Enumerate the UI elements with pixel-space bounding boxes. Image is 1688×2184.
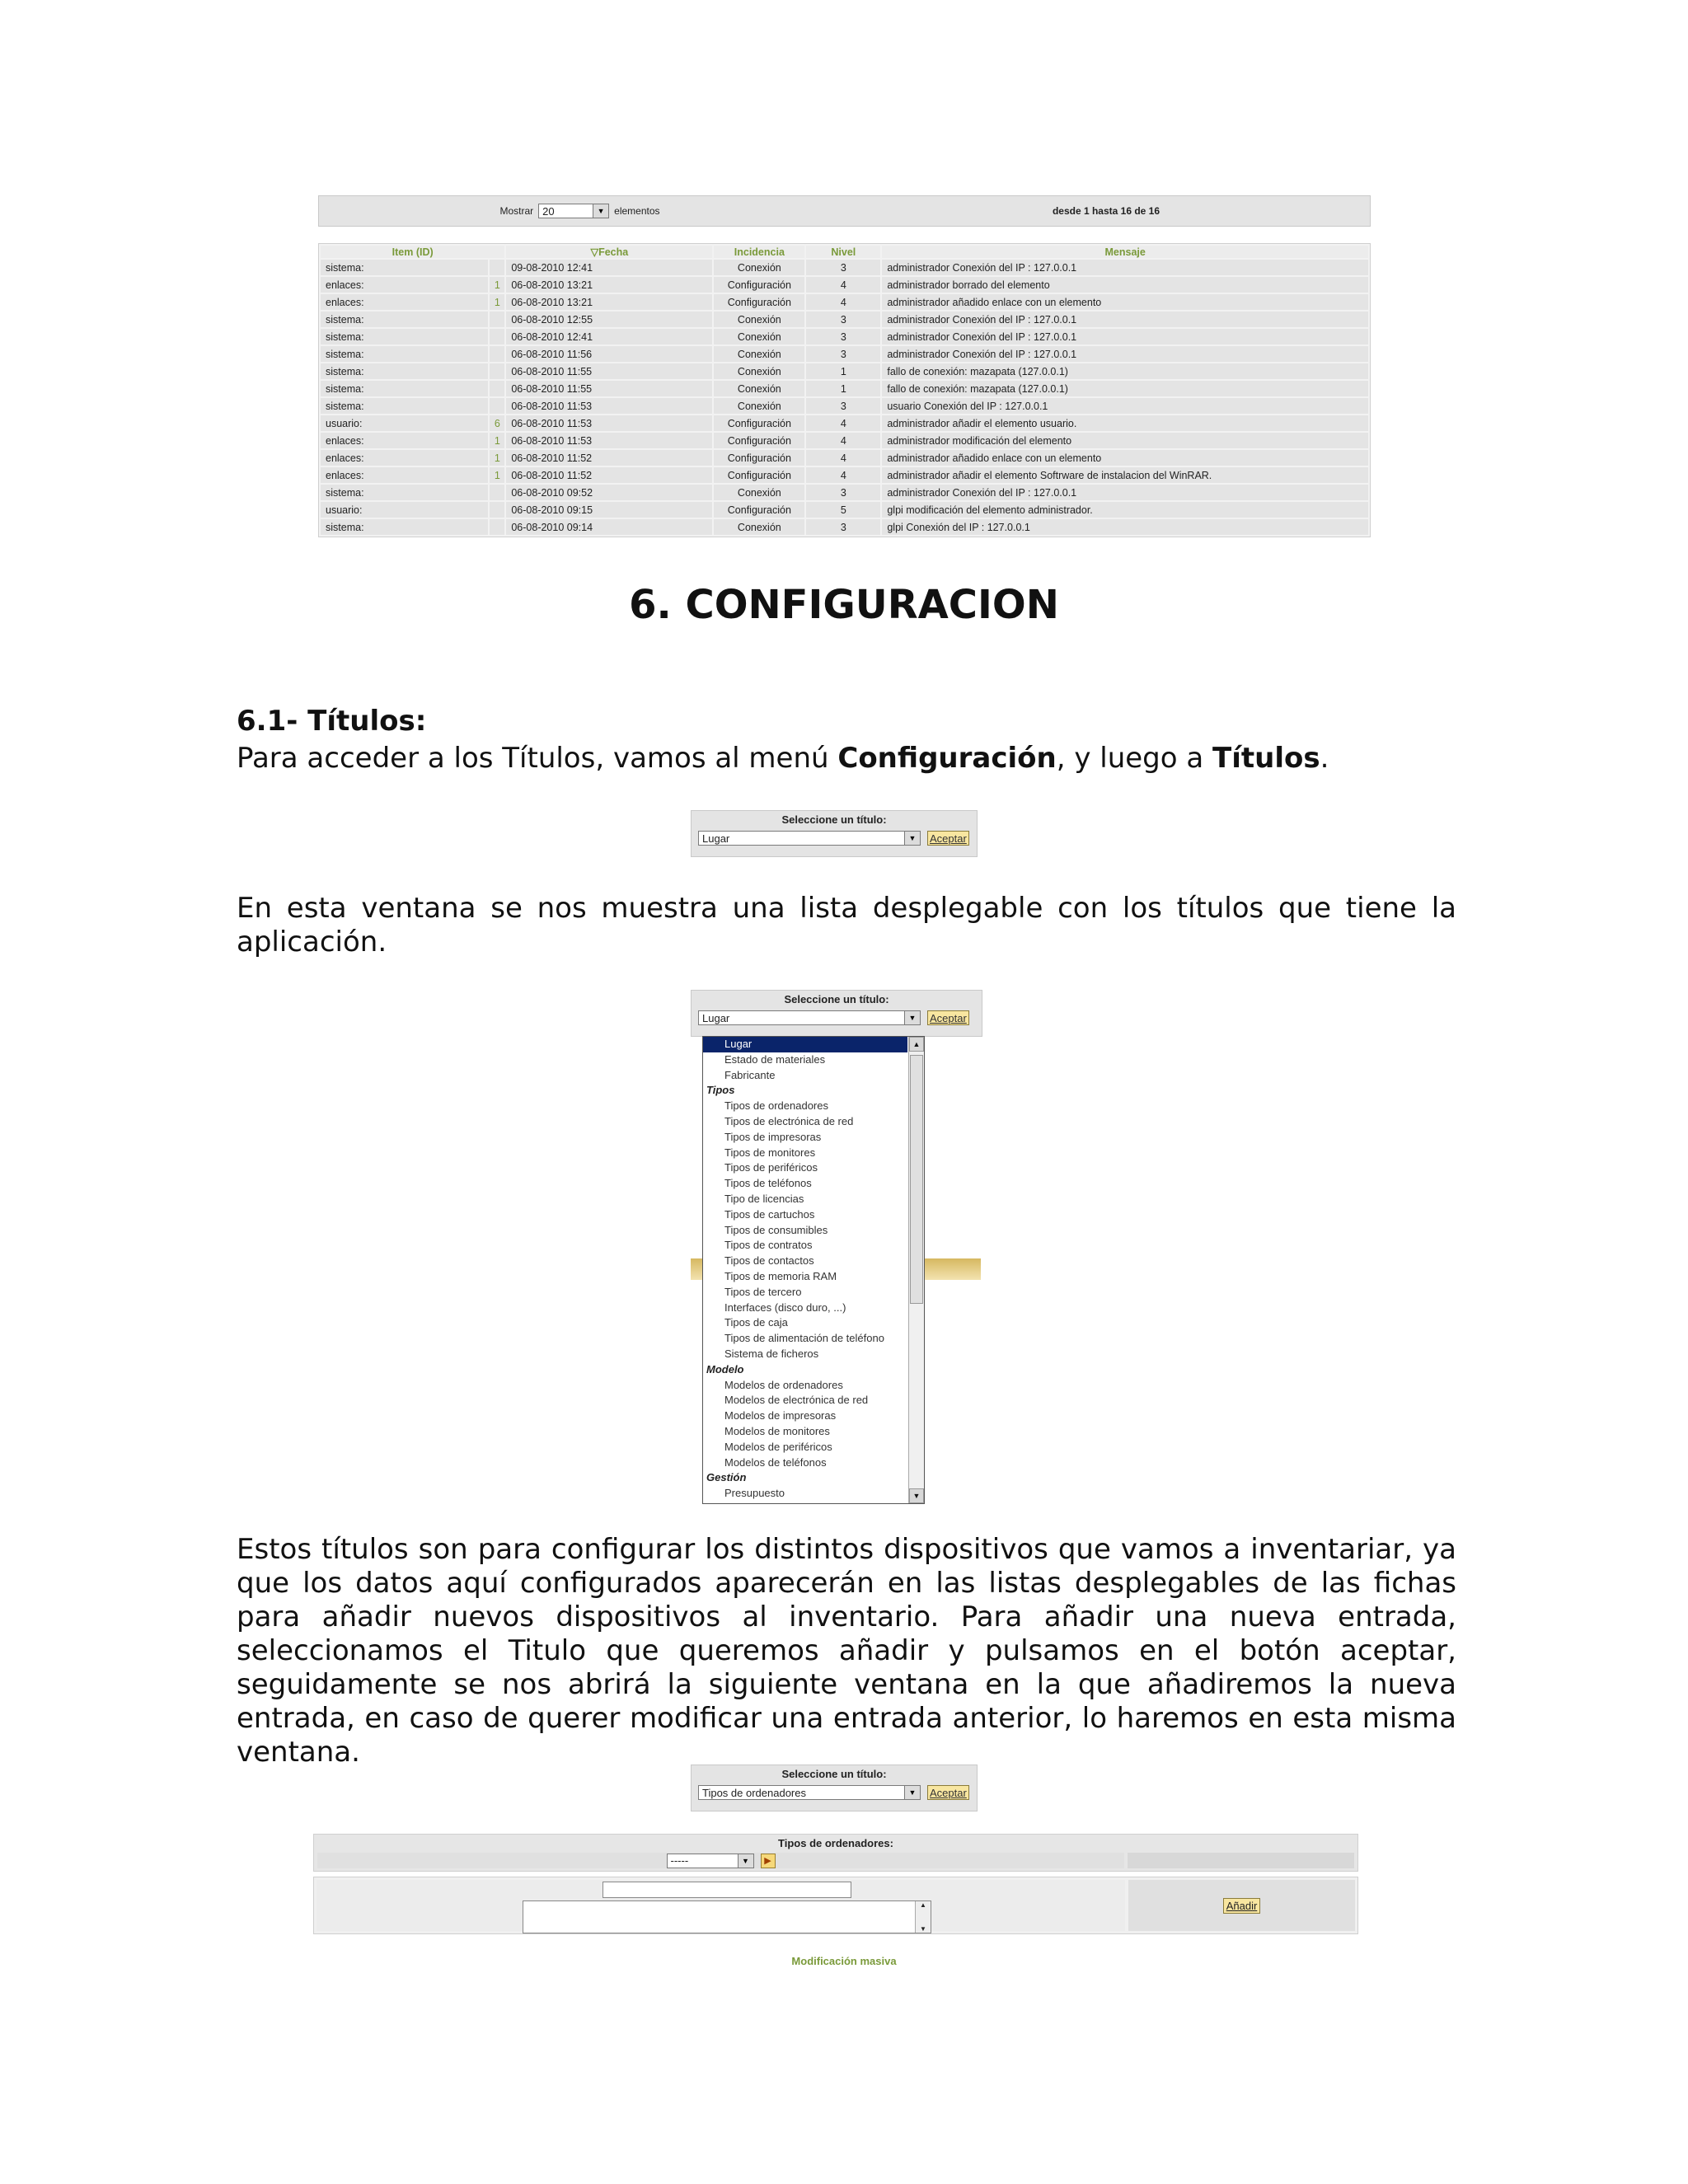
scroll-up-icon[interactable]: ▲ bbox=[909, 1037, 924, 1052]
cell-nivel: 3 bbox=[806, 346, 880, 362]
dropdown-option[interactable]: Sistema de ficheros bbox=[724, 1347, 819, 1360]
cell-item: sistema: bbox=[321, 260, 488, 275]
range-text: desde 1 hasta 16 de 16 bbox=[1052, 205, 1160, 217]
cell-nivel: 3 bbox=[806, 519, 880, 535]
cell-nivel: 1 bbox=[806, 381, 880, 396]
dropdown-option[interactable]: Tipos de impresoras bbox=[724, 1130, 822, 1143]
cell-id: 6 bbox=[490, 415, 504, 431]
cell-nivel: 1 bbox=[806, 363, 880, 379]
dropdown-group-label: Gestión bbox=[706, 1471, 747, 1484]
cell-nivel: 5 bbox=[806, 502, 880, 518]
dropdown-option[interactable]: Tipos de cartuchos bbox=[724, 1207, 815, 1221]
event-log-table bbox=[318, 243, 1371, 537]
cell-mensaje: glpi Conexión del IP : 127.0.0.1 bbox=[882, 519, 1368, 535]
cell-incidencia: Configuración bbox=[714, 502, 804, 518]
cell-incidencia: Conexión bbox=[714, 329, 804, 344]
cell-nivel: 3 bbox=[806, 329, 880, 344]
chevron-down-icon: ▼ bbox=[904, 1786, 920, 1799]
accept-button[interactable]: Aceptar bbox=[927, 1010, 969, 1025]
cell-nivel: 3 bbox=[806, 312, 880, 327]
subsection-heading: 6.1- Títulos: bbox=[237, 705, 427, 738]
cell-fecha: 06-08-2010 09:14 bbox=[506, 519, 712, 535]
dropdown-group-label: Tipos bbox=[706, 1084, 735, 1097]
cell-mensaje: administrador Conexión del IP : 127.0.0.1 bbox=[882, 329, 1368, 344]
cell-incidencia: Conexión bbox=[714, 519, 804, 535]
cell-incidencia: Conexión bbox=[714, 381, 804, 396]
cell-mensaje: administrador añadido enlace con un elemento bbox=[882, 294, 1368, 310]
cell-mensaje: usuario Conexión del IP : 127.0.0.1 bbox=[882, 398, 1368, 414]
table-row bbox=[321, 346, 1368, 362]
cell-fecha: 06-08-2010 11:53 bbox=[506, 415, 712, 431]
cell-nivel: 4 bbox=[806, 277, 880, 293]
cell-id bbox=[490, 519, 504, 535]
title-dropdown-list[interactable] bbox=[702, 1036, 925, 1504]
accept-button[interactable]: Aceptar bbox=[927, 831, 969, 846]
items-per-page-select[interactable] bbox=[538, 204, 609, 218]
cell-id: 1 bbox=[490, 294, 504, 310]
entry-select[interactable]: ----- ▼ bbox=[667, 1854, 754, 1868]
cell-item: sistema: bbox=[321, 381, 488, 396]
scroll-down-icon: ▼ bbox=[920, 1925, 926, 1933]
cell-mensaje: fallo de conexión: mazapata (127.0.0.1) bbox=[882, 381, 1368, 396]
selector-label: Seleccione un título: bbox=[781, 813, 887, 826]
dropdown-option[interactable]: Tipos de teléfonos bbox=[724, 1177, 812, 1190]
title-select[interactable]: Tipos de ordenadores ▼ bbox=[698, 1785, 921, 1800]
cell-item: sistema: bbox=[321, 346, 488, 362]
cell-incidencia: Conexión bbox=[714, 363, 804, 379]
title-selector-1 bbox=[691, 810, 978, 857]
dropdown-option[interactable]: Tipos de consumibles bbox=[724, 1223, 828, 1236]
cell-id bbox=[490, 312, 504, 327]
cell-fecha: 06-08-2010 11:56 bbox=[506, 346, 712, 362]
cell-id bbox=[490, 398, 504, 414]
dropdown-items bbox=[703, 1037, 907, 1502]
cell-item: usuario: bbox=[321, 502, 488, 518]
cell-incidencia: Configuración bbox=[714, 450, 804, 466]
table-row bbox=[321, 433, 1368, 448]
dropdown-option[interactable]: Tipos de alimentación de teléfono bbox=[724, 1332, 884, 1345]
cell-item: usuario: bbox=[321, 415, 488, 431]
dropdown-option[interactable]: Estado de materiales bbox=[724, 1052, 826, 1066]
paragraph-intro: Para acceder a los Títulos, vamos al menú Configuración, y luego a Títulos. bbox=[237, 742, 1329, 775]
cell-fecha: 06-08-2010 12:55 bbox=[506, 312, 712, 327]
chevron-down-icon: ▼ bbox=[904, 832, 920, 845]
log-pagination-bar bbox=[318, 195, 1371, 227]
dropdown-option[interactable]: Tipos de periféricos bbox=[724, 1161, 818, 1174]
cell-mensaje: glpi modificación del elemento administrador. bbox=[882, 502, 1368, 518]
title-selector-3 bbox=[691, 1765, 978, 1811]
cell-item: enlaces: bbox=[321, 433, 488, 448]
cell-item: sistema: bbox=[321, 329, 488, 344]
cell-item: sistema: bbox=[321, 398, 488, 414]
paragraph-titles-usage: Estos títulos son para configurar los distintos dispositivos que vamos a inventariar, ya que los datos aquí configurados aparecerán en las listas desplegables de las fichas para añadir nuevos dispositivos al inventario. Para añadir una nueva entrada, seleccionamos el Titulo que queremos añadir y pulsamos en el botón aceptar, seguidamente se nos abrirá la siguiente ventana en la que añadiremos la nueva entrada, en caso de querer modificar una entrada anterior, lo haremos en esta misma ventana. bbox=[237, 1533, 1456, 1769]
dropdown-option[interactable]: Lugar bbox=[703, 1037, 907, 1052]
scroll-down-icon[interactable]: ▼ bbox=[909, 1488, 924, 1503]
cell-fecha: 06-08-2010 13:21 bbox=[506, 294, 712, 310]
scroll-up-icon: ▲ bbox=[920, 1901, 926, 1909]
cell-mensaje: administrador añadido enlace con un elemento bbox=[882, 450, 1368, 466]
cell-nivel: 3 bbox=[806, 485, 880, 500]
cell-fecha: 06-08-2010 12:41 bbox=[506, 329, 712, 344]
title-selector-2 bbox=[691, 990, 982, 1037]
cell-fecha: 06-08-2010 11:53 bbox=[506, 398, 712, 414]
cell-nivel: 4 bbox=[806, 467, 880, 483]
cell-fecha: 06-08-2010 11:52 bbox=[506, 450, 712, 466]
dropdown-option[interactable]: Fabricante bbox=[724, 1068, 776, 1081]
dropdown-option[interactable]: Modelos de impresoras bbox=[724, 1409, 837, 1422]
col-item-id[interactable]: Item (ID) bbox=[321, 246, 504, 258]
selector-label: Seleccione un título: bbox=[781, 1768, 887, 1780]
cell-item: sistema: bbox=[321, 485, 488, 500]
cell-mensaje: administrador Conexión del IP : 127.0.0.1 bbox=[882, 312, 1368, 327]
dropdown-option[interactable]: Modelos de electrónica de red bbox=[724, 1394, 869, 1407]
elementos-label: elementos bbox=[614, 205, 660, 217]
cell-fecha: 06-08-2010 11:55 bbox=[506, 363, 712, 379]
cell-id: 1 bbox=[490, 450, 504, 466]
table-row bbox=[321, 294, 1368, 310]
scrollbar[interactable] bbox=[915, 1901, 931, 1933]
cell-mensaje: administrador modificación del elemento bbox=[882, 433, 1368, 448]
table-row bbox=[321, 277, 1368, 293]
menu-titulos: Títulos bbox=[1212, 742, 1320, 775]
title-select[interactable]: Lugar ▼ bbox=[698, 831, 921, 846]
cell-item: enlaces: bbox=[321, 467, 488, 483]
dropdown-option[interactable]: Tipo de licencias bbox=[724, 1192, 804, 1205]
menu-configuracion: Configuración bbox=[837, 742, 1057, 775]
table-row bbox=[321, 415, 1368, 431]
dropdown-option[interactable]: Interfaces (disco duro, ...) bbox=[724, 1301, 846, 1314]
cell-incidencia: Conexión bbox=[714, 346, 804, 362]
cell-id: 1 bbox=[490, 277, 504, 293]
cell-id bbox=[490, 502, 504, 518]
dropdown-option[interactable]: Tipos de contactos bbox=[724, 1254, 814, 1268]
cell-incidencia: Configuración bbox=[714, 433, 804, 448]
cell-item: sistema: bbox=[321, 312, 488, 327]
dropdown-option[interactable]: Presupuesto bbox=[724, 1487, 785, 1500]
form-header bbox=[313, 1834, 1358, 1872]
cell-mensaje: administrador Conexión del IP : 127.0.0.1 bbox=[882, 260, 1368, 275]
dropdown-option[interactable]: Tipos de memoria RAM bbox=[724, 1269, 837, 1282]
cell-mensaje: administrador Conexión del IP : 127.0.0.1 bbox=[882, 485, 1368, 500]
cell-nivel: 4 bbox=[806, 433, 880, 448]
cell-mensaje: administrador añadir el elemento usuario. bbox=[882, 415, 1368, 431]
table-row bbox=[321, 329, 1368, 344]
dropdown-option[interactable]: Tipos de electrónica de red bbox=[724, 1114, 854, 1127]
cell-mensaje: administrador añadir el elemento Softrware de instalacion del WinRAR. bbox=[882, 467, 1368, 483]
table-row bbox=[321, 485, 1368, 500]
cell-mensaje: administrador Conexión del IP : 127.0.0.1 bbox=[882, 346, 1368, 362]
cell-id bbox=[490, 329, 504, 344]
comment-textarea[interactable] bbox=[523, 1900, 931, 1933]
scroll-thumb[interactable] bbox=[910, 1055, 923, 1304]
dropdown-option[interactable]: Modelos de periféricos bbox=[724, 1440, 832, 1453]
scrollbar[interactable] bbox=[908, 1037, 924, 1503]
cell-nivel: 4 bbox=[806, 415, 880, 431]
mostrar-label: Mostrar bbox=[499, 205, 534, 217]
table-header-row bbox=[321, 246, 1368, 258]
cell-id: 1 bbox=[490, 433, 504, 448]
cell-incidencia: Configuración bbox=[714, 415, 804, 431]
table-row bbox=[321, 450, 1368, 466]
cell-incidencia: Conexión bbox=[714, 312, 804, 327]
add-button[interactable]: Añadir bbox=[1223, 1898, 1261, 1914]
cell-item: enlaces: bbox=[321, 450, 488, 466]
col-mensaje[interactable]: Mensaje bbox=[882, 246, 1368, 258]
table-row bbox=[321, 467, 1368, 483]
col-incidencia[interactable]: Incidencia bbox=[714, 246, 804, 258]
table-row bbox=[321, 519, 1368, 535]
cell-incidencia: Configuración bbox=[714, 294, 804, 310]
form-title: Tipos de ordenadores: bbox=[778, 1837, 893, 1849]
cell-fecha: 09-08-2010 12:41 bbox=[506, 260, 712, 275]
cell-fecha: 06-08-2010 11:52 bbox=[506, 467, 712, 483]
cell-id bbox=[490, 363, 504, 379]
cell-nivel: 3 bbox=[806, 398, 880, 414]
tipos-ordenadores-form bbox=[313, 1834, 1358, 1934]
cell-nivel: 3 bbox=[806, 260, 880, 275]
chevron-down-icon: ▼ bbox=[738, 1854, 753, 1868]
selector-label: Seleccione un título: bbox=[784, 993, 889, 1005]
cell-id bbox=[490, 260, 504, 275]
form-body bbox=[313, 1877, 1358, 1934]
table-row bbox=[321, 381, 1368, 396]
dropdown-option[interactable]: Tipos de ordenadores bbox=[724, 1099, 828, 1113]
cell-fecha: 06-08-2010 09:15 bbox=[506, 502, 712, 518]
name-input[interactable] bbox=[603, 1882, 851, 1898]
dropdown-option[interactable]: Tipos de caja bbox=[724, 1316, 788, 1329]
dropdown-option[interactable]: Modelos de teléfonos bbox=[724, 1455, 827, 1469]
cell-incidencia: Configuración bbox=[714, 277, 804, 293]
col-fecha[interactable]: ▽Fecha bbox=[506, 246, 712, 258]
chevron-down-icon: ▼ bbox=[904, 1011, 920, 1024]
cell-incidencia: Conexión bbox=[714, 398, 804, 414]
table-row bbox=[321, 312, 1368, 327]
cell-incidencia: Configuración bbox=[714, 467, 804, 483]
cell-item: sistema: bbox=[321, 363, 488, 379]
cell-nivel: 4 bbox=[806, 450, 880, 466]
dropdown-option[interactable]: Tipos de monitores bbox=[724, 1146, 816, 1159]
items-per-page-value: 20 bbox=[542, 204, 555, 218]
title-select-open[interactable]: Lugar ▼ bbox=[698, 1010, 921, 1025]
table-row bbox=[321, 260, 1368, 275]
section-heading: 6. CONFIGURACION bbox=[629, 582, 1059, 628]
cell-id: 1 bbox=[490, 467, 504, 483]
accept-button[interactable]: Aceptar bbox=[927, 1785, 969, 1800]
cell-mensaje: fallo de conexión: mazapata (127.0.0.1) bbox=[882, 363, 1368, 379]
cell-incidencia: Conexión bbox=[714, 260, 804, 275]
items-per-page-control bbox=[319, 196, 841, 226]
cell-item: enlaces: bbox=[321, 294, 488, 310]
cell-nivel: 4 bbox=[806, 294, 880, 310]
cell-fecha: 06-08-2010 11:53 bbox=[506, 433, 712, 448]
dropdown-option[interactable]: Tipos de contratos bbox=[724, 1239, 813, 1252]
table-row bbox=[321, 398, 1368, 414]
cell-id bbox=[490, 485, 504, 500]
cell-item: sistema: bbox=[321, 519, 488, 535]
go-arrow-icon[interactable]: ▶ bbox=[761, 1854, 776, 1868]
col-nivel[interactable]: Nivel bbox=[806, 246, 880, 258]
cell-fecha: 06-08-2010 09:52 bbox=[506, 485, 712, 500]
cell-incidencia: Conexión bbox=[714, 485, 804, 500]
table-row bbox=[321, 363, 1368, 379]
table-row bbox=[321, 502, 1368, 518]
cell-fecha: 06-08-2010 11:55 bbox=[506, 381, 712, 396]
dropdown-option[interactable]: Modelos de ordenadores bbox=[724, 1378, 843, 1391]
cell-fecha: 06-08-2010 13:21 bbox=[506, 277, 712, 293]
mass-modification-link[interactable]: Modificación masiva bbox=[791, 1955, 897, 1967]
dropdown-group-label: Modelo bbox=[706, 1362, 744, 1376]
dropdown-option[interactable]: Modelos de monitores bbox=[724, 1424, 830, 1437]
table-body bbox=[321, 260, 1368, 535]
dropdown-option[interactable]: Tipos de tercero bbox=[724, 1285, 802, 1298]
cell-id bbox=[490, 346, 504, 362]
cell-id bbox=[490, 381, 504, 396]
sort-filter-icon: ▽ bbox=[590, 246, 599, 258]
paragraph-dropdown-description: En esta ventana se nos muestra una lista desplegable con los títulos que tiene la aplicación. bbox=[237, 892, 1456, 958]
cell-item: enlaces: bbox=[321, 277, 488, 293]
cell-mensaje: administrador borrado del elemento bbox=[882, 277, 1368, 293]
chevron-down-icon: ▼ bbox=[593, 204, 608, 218]
